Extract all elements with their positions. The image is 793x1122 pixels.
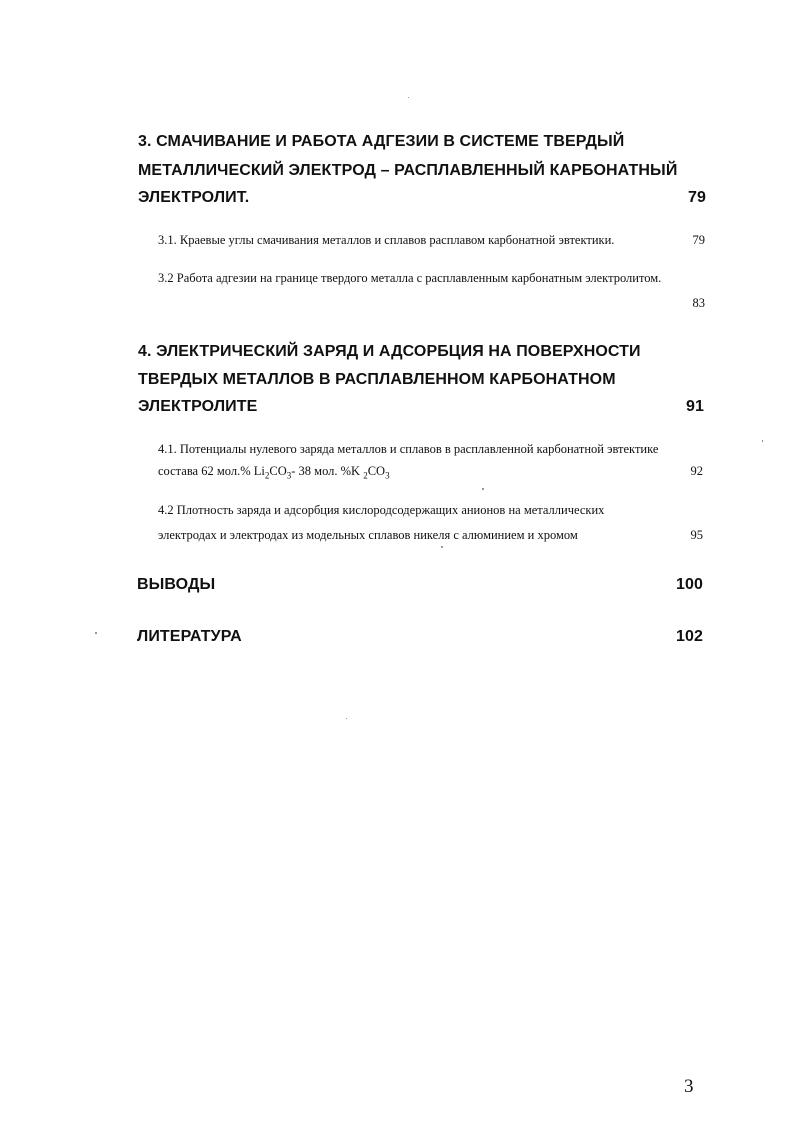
section-4-1-title-line-2: состава 62 мол.% $Li_2CO_3-$ 38 мол. %K $_2CO_3$ xyxy=(158,464,390,481)
conclusions-title: ВЫВОДЫ xyxy=(137,576,216,593)
scan-speck xyxy=(762,440,763,442)
section-4-2-title-line-1: 4.2 Плотность заряда и адсорбция кислородсодержащих анионов на металлических xyxy=(158,503,605,517)
page-number: 3 xyxy=(684,1076,694,1097)
chapter-3-title-line-2: МЕТАЛЛИЧЕСКИЙ ЭЛЕКТРОД – РАСПЛАВЛЕННЫЙ КАРБОНАТНЫЙ xyxy=(138,162,678,179)
conclusions-page-number: 100 xyxy=(676,576,703,593)
section-4-1-page-number: 92 xyxy=(690,464,703,478)
literature-title: ЛИТЕРАТУРА xyxy=(137,628,242,645)
scan-speck xyxy=(95,632,97,634)
chapter-3-title-line-1: 3. СМАЧИВАНИЕ И РАБОТА АДГЕЗИИ В СИСТЕМЕ ТВЕРДЫЙ xyxy=(138,133,625,150)
chapter-4-page-number: 91 xyxy=(686,398,704,415)
section-3-1-page-number: 79 xyxy=(692,233,705,247)
section-3-1-title: 3.1. Краевые углы смачивания металлов и сплавов расплавом карбонатной эвтектики. xyxy=(158,233,615,247)
chapter-4-title-line-2: ТВЕРДЫХ МЕТАЛЛОВ В РАСПЛАВЛЕННОМ КАРБОНАТНОМ xyxy=(138,371,616,388)
section-4-2-title-line-2: электродах и электродах из модельных сплавов никеля с алюминием и хромом xyxy=(158,528,578,542)
chapter-4-title-line-3: ЭЛЕКТРОЛИТЕ xyxy=(138,398,258,415)
scan-speck xyxy=(441,546,443,548)
section-4-1-title-line-1: 4.1. Потенциалы нулевого заряда металлов и сплавов в расплавленной карбонатной эвтектике xyxy=(158,442,659,456)
scan-speck xyxy=(408,97,409,98)
chapter-3-page-number: 79 xyxy=(688,189,706,206)
literature-page-number: 102 xyxy=(676,628,703,645)
scan-speck xyxy=(346,718,347,719)
section-3-2-title: 3.2 Работа адгезии на границе твердого металла с расплавленным карбонатным электролитом. xyxy=(158,271,662,285)
chapter-4-title-line-1: 4. ЭЛЕКТРИЧЕСКИЙ ЗАРЯД И АДСОРБЦИЯ НА ПОВЕРХНОСТИ xyxy=(138,343,641,360)
scan-speck xyxy=(482,488,484,490)
section-4-2-page-number: 95 xyxy=(690,528,703,542)
chapter-3-title-line-3: ЭЛЕКТРОЛИТ. xyxy=(138,189,250,206)
section-3-2-page-number: 83 xyxy=(692,296,705,310)
